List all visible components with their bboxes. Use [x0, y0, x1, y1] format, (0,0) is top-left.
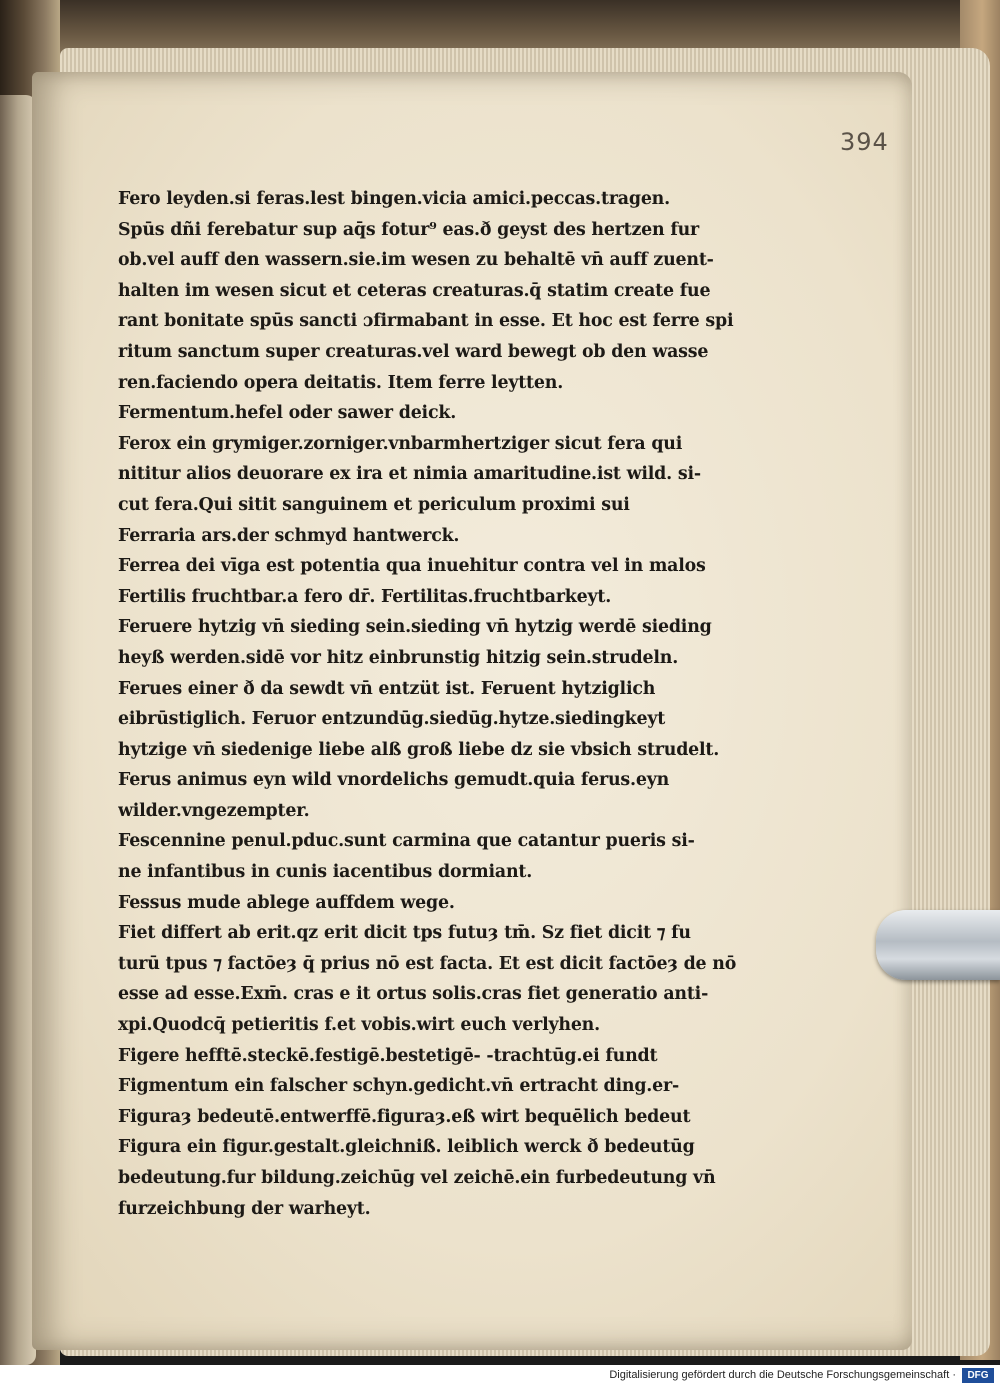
text-line: halten im wesen sicut et ceteras creaturas.q̄ statim create fue	[118, 280, 711, 301]
text-line: rant bonitate spūs sancti ɔfirmabant in esse. Et hoc est ferre spi	[118, 311, 734, 332]
text-line: turū tpus ⁊ factōeȝ q̄ prius nō est facta. Et est dicit factōeȝ de nō	[118, 953, 737, 974]
text-block	[118, 184, 808, 1224]
page-number: 394	[840, 128, 889, 156]
text-line: Figura ein figur.gestalt.gleichniß. leiblich werck ð bedeutūg	[118, 1137, 695, 1158]
text-line: ren.faciendo opera deitatis. Item ferre leytten.	[118, 372, 564, 393]
text-line: Ferues einer ð da sewdt vn̄ entzüt ist. Feruent hytziglich	[118, 678, 656, 699]
text-line: Figuraȝ bedeutē.entwerffē.figuraȝ.eß wirt bequēlich bedeut	[118, 1106, 691, 1127]
text-line: bedeutung.fur bildung.zeichūg vel zeichē.ein furbedeutung vn̄	[118, 1168, 716, 1188]
text-line: ob.vel auff den wassern.sie.im wesen zu behaltē vn̄ auff zuent-	[118, 250, 714, 271]
dfg-logo: DFG	[962, 1368, 994, 1383]
text-line: Ferrea dei vīga est potentia qua inuehitur contra vel in malos	[118, 556, 706, 577]
text-line: eibrūstiglich. Feruor entzundūg.siedūg.hytze.siedingkeyt	[118, 709, 666, 730]
text-line: Fertilis fruchtbar.a fero dr̄. Fertilitas.fruchtbarkeyt.	[118, 586, 612, 607]
text-line: hytzige vn̄ siedenige liebe alß groß liebe dz sie vbsich strudelt.	[118, 739, 720, 760]
text-line: furzeichbung der warheyt.	[118, 1198, 371, 1219]
text-line: Fescennine penul.pduc.sunt carmina que catantur pueris si-	[118, 831, 695, 852]
text-line: Figere hefftē.steckē.festigē.bestetigē- -trachtūg.ei fundt	[118, 1045, 658, 1066]
text-line: Fiet differt ab erit.qz erit dicit tps futuȝ tm̄. Sz fiet dicit ⁊ fu	[118, 923, 691, 944]
text-line: Spūs dñi ferebatur sup aq̄s fotur⁹ eas.ð geyst des hertzen fur	[118, 219, 700, 240]
text-line: Feruere hytzig vn̄ sieding sein.sieding vn̄ hytzig werdē sieding	[118, 617, 712, 638]
text-line: Fessus mude ablege auffdem wege.	[118, 892, 455, 913]
text-line: Figmentum ein falscher schyn.gedicht.vn̄ ertracht ding.er-	[118, 1076, 680, 1097]
text-line: cut fera.Qui sitit sanguinem et periculum proximi sui	[118, 494, 630, 515]
text-line: nititur alios deuorare ex ira et nimia amaritudine.ist wild. si-	[118, 464, 701, 485]
text-line: Ferraria ars.der schmyd hantwerck.	[118, 525, 460, 546]
text-line: Fero leyden.si feras.lest bingen.vicia amici.peccas.tragen.	[118, 189, 670, 209]
page-clamp	[876, 910, 1000, 980]
text-line: Ferus animus eyn wild vnordelichs gemudt.quia ferus.eyn	[118, 770, 670, 791]
footer-credit: Digitalisierung gefördert durch die Deutsche Forschungsgemeinschaft ·	[609, 1369, 956, 1381]
text-line: Ferox ein grymiger.zorniger.vnbarmhertziger sicut fera qui	[118, 433, 683, 454]
text-line: esse ad esse.Exm̄. cras e it ortus solis.cras fiet generatio anti-	[118, 984, 709, 1005]
text-line: ne infantibus in cunis iacentibus dormiant.	[118, 862, 533, 883]
left-page-curl	[0, 95, 36, 1365]
text-line: wilder.vngezempter.	[118, 800, 310, 821]
text-line: Fermentum.hefel oder sawer deick.	[118, 403, 457, 424]
text-line: heyß werden.sidē vor hitz einbrunstig hitzig sein.strudeln.	[118, 647, 679, 668]
text-line: xpi.Quodcq̄ petieritis f.et vobis.wirt euch verlyhen.	[118, 1015, 600, 1036]
text-line: ritum sanctum super creaturas.vel ward bewegt ob den wasse	[118, 341, 709, 362]
